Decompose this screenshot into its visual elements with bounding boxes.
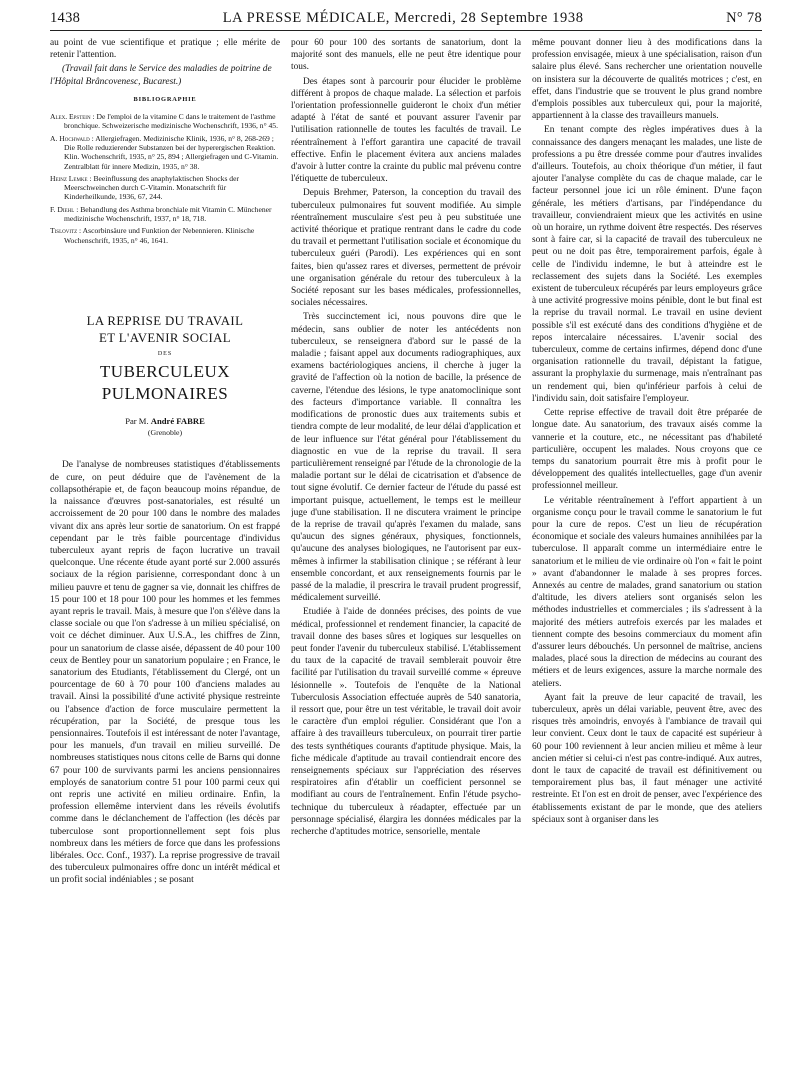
- paragraph: même pouvant donner lieu à des modifications dans la profession envisagée, mieux à une spécialisation, raison d'un salaire plus élevé. Sans rechercher une orientation nouvelle on insistera sur la découverte de qualités motrices ; c'est, en effet, dans l'industrie que se trouvent le plus grand nombre d'emplois possibles aux tuberculeux qui, pour la majorité, appartiennent à la classe des travailleurs manuels.: [532, 38, 762, 122]
- page-number: 1438: [50, 10, 81, 26]
- paragraph: De l'analyse de nombreuses statistiques d'établissements de cure, on peut déduire que de l'avènement de la collapsothérapie et, de façon beaucoup moins répandue, de la naissance d'œuvres post-sanatoriales, est résulté un accroissement de 20 pour 100 dans le nombre des malades vivant dix ans après leur sortie de sanatorium. On est frappé cependant par le très faible pourcentage d'individus tuberculeux ayant repris de façon lucrative un travail quelconque. Une récente étude ayant porté sur 2.000 assurés sociaux de la région parisienne, correspondant donc à un milieu pauvre et tenu de gagner sa vie, donnait les chiffres de 15 pour 100 et 18 pour 100 pour les hommes et les femmes ayant repris le travail. Mais, à mesure que l'on s'élève dans la classe sociale ou que l'on s'adresse à un milieu spécialisé, on voit ce déchet diminuer. Aux U.S.A., les chiffres de Zinn, pour un sanatorium de classe aisée, dépassent de 40 pour 100 ceux de Bentley pour un sanatorium populaire ; en France, le sanatorium des Etudiants, l'établissement du Clergé, ont un pourcentage de 60 à 70 pour 100 d'anciens malades au travail. Ainsi la possibilité d'une activité physique restreinte ou l'absence d'action de force musculaire permettent la récupération, par la Société, de presque tous les pensionnaires. Toutefois il est intéressant de noter l'avantage, pour les manuels, d'un travail en milieu surveillé. De nombreuses statistiques nous citons celle de Barns qui donne 67 pour 100 de survivants parmi les anciens pensionnaires employés de sanatorium contre 51 pour 100 parmi ceux qui ont repris une activité en milieu ordinaire. Enfin, la profession ellemême intervient dans les réveils évolutifs comme dans le déclanchement de l'affection (les décès par tuberculose sont proportionnellement sept fois plus nombreux dans les métiers de force que dans les professions libérales. Occ. Conf., 1937). La reprise progressive de travail des tuberculeux pulmonaires offre donc un intérêt médical et un profit social indéniables ; se posant: [50, 460, 280, 886]
- paragraph: Le véritable réentraînement à l'effort appartient à un organisme conçu pour le travail comme le sanatorium le fut pour la cure de repos. C'est un lieu de récupération économique et sociale des valeurs humaines annihilées par la tuberculose. Il apparaît comme un intermédiaire entre le sanatorium et le milieu de vie ordinaire où l'on « fait le point » avant d'abandonner le malade à ses propres forces. Annexés au centre de malades, grand sanatorium ou station d'altitude, les divers ateliers sont organisés selon les méthodes industrielles et commerciales ; ils s'adressent à la majorité des métiers autrefois exercés par les malades et tiennent compte des besoins commerciaux du moment afin d'assurer leurs débouchés. Un personnel de maîtrise, anciens malades, placé sous la direction de médecins au courant des métiers et de leurs exigences, assure la marche normale des ateliers.: [532, 495, 762, 689]
- column-1: [50, 37, 280, 1077]
- bibliography-entry: [50, 134, 280, 171]
- article-title: [50, 313, 280, 405]
- byline: [50, 415, 280, 427]
- bibliography-entry: [50, 112, 280, 131]
- paragraph: Des étapes sont à parcourir pour élucider le problème différent à propos de chaque malade. La sélection et parfois l'orientation professionnelle guideront le choix d'un métier adapté à l'état de santé et pouvant assurer l'avenir par l'utilisation rationnelle de toutes les facultés de travail. Le réentraînement à l'effort garantira une capacité de travail effective. Enfin le placement évitera aux anciens malades d'avoir à lutter contre la crainte du public mal prévenu contre l'étiquette de tuberculeux.: [291, 76, 521, 185]
- journal-title: LA PRESSE MÉDICALE, Mercredi, 28 Septembre 1938: [222, 10, 584, 26]
- paragraph: En tenant compte des règles impératives dues à la connaissance des dangers menaçant les malades, une liste de professions a pu être dressée comme pour d'autres invalides d'ailleurs. Toutefois, au choix théorique d'un métier, il faut ajouter l'analyse complète du cas de chaque malade, car le facteur personnel joue ici un rôle éminent. D'une façon générale, les métiers d'artisans, par l'indépendance du travailleur, conviendraient mieux que les activités en usine où un horaire, un rythme doivent être respectés. Des réserves sont à faire car, si la capacité de travail des tuberculeux ne peut ou ne doit pas être, temporairement parfois, égale à celle de l'individu indemne, le but à atteindre est le reclassement des sujets dans la Société. Les exemples existent de tuberculeux récupérés par leurs employeurs grâce à une activité progressive moins pénible, dont le but final est la reprise du travail normal. Le travail en usine devient possible s'il est exécuté dans des conditions d'hygiène et de repos intercalaire nécessaires. L'avenir social des tuberculeux, comme de certains infirmes, dépend donc d'une organisation rationnelle du travail, dépistant la fatigue, assurant la prophylaxie du surmenage, mais n'entraînant pas un rendement qui, bien qu'inférieur parfois à celui de l'individu sain, doit satisfaire l'employeur.: [532, 125, 762, 404]
- byline-prefix: Par M.: [125, 416, 149, 427]
- bib-author: F. Diehl: [50, 204, 75, 214]
- bib-text: : Beeinflussung des anaphylaktischen Shocks der Meerschweinchen durch C-Vitamin. Monatschrift für Kinderheilkunde, 1936, 67, 244.: [64, 173, 240, 202]
- bib-author: Heinz Lemke: [50, 173, 88, 183]
- bib-text: : De l'emploi de la vitamine C dans le traitement de l'asthme bronchique. Schweizerische medizinische Wochenschrift, 1936, n° 45.: [64, 112, 279, 131]
- running-header: [50, 10, 762, 31]
- column-2: [291, 37, 521, 1077]
- bib-text: : Ascorbinsäure und Funktion der Nebennieren. Klinische Wochenschrift, 1935, n° 46, 1641.: [64, 226, 255, 245]
- bib-author: Tislovitz: [50, 226, 78, 236]
- paragraph: pour 60 pour 100 des sortants de sanatorium, dont la majorité sont des manuels, elle ne peut être identique pour tous.: [291, 38, 521, 73]
- bib-author: A. Hochwald: [50, 133, 90, 143]
- article-title-des: DES: [157, 350, 173, 357]
- paragraph: Cette reprise effective de travail doit être préparée de longue date. Au sanatorium, des travaux aisés comme la vannerie et la couture, etc., ne nécessitant pas d'habileté particulière, occupent les malades. Nous croyons que ce temps du sanatorium pourrait être mis à profit pour le développement des qualités intellectuelles, gage d'un avenir professionnel meilleur.: [532, 408, 762, 492]
- bibliography-entry: [50, 174, 280, 202]
- paragraph: Depuis Brehmer, Paterson, la conception du travail des tuberculeux pulmonaires fut souvent modifiée. Au simple réentraînement musculaire s'est peu à peu substituée une activité théorique et pratique rentrant dans le cadre du code du travail et permettant l'utilisation sociale et économique du tuberculeux guéri (Parodi). Les expériences qui en sont faites, bien qu'assez rares et diverses, permettent de prévoir une organisation générale du retour des tuberculeux à la Société reposant sur les bases médicales, professionnelles, sociales nécessaires.: [291, 188, 521, 309]
- bib-text: : Behandlung des Asthma bronchiale mit Vitamin C. Münchener medizinische Wochenschrift, 1937, n° 18, 718.: [64, 204, 272, 223]
- paragraph: Très succinctement ici, nous pouvons dire que le médecin, sans oublier de noter les antécédents non tuberculeux, se renseignera d'abord sur le passé de la maladie ; faisant appel aux documents radiographiques, aux examens bactériologiques anciens, il cherche à juger la gravité de l'affection où la notion de bacille, la présence de caverne, l'étendue des lésions, le type anatomoclinique sont des facteurs d'importance variable. Il connaîtra les modifications de pronostic dues aux traitements subis et tiendra compte de leur modalité, de leur délai d'application et de leur influence sur l'état général pour l'établissement du diagnostic en vue de la reprise du travail. Il sera particulièrement renseigné par l'étude de la chronologie de la maladie portant sur le délai de cicatrisation et d'absence de tout signe évolutif. Ce dernier facteur de l'étude du passé est important puisque, actuellement, le temps est le meilleur juge d'une stabilisation. Il ne discutera vraiment le principe de la reprise de travail qu'après l'examen du malade, sans qu'aucun des signes généraux, physiques, fonctionnels, qu'aucune des analyses biologiques, ne l'autorisent par eux-mêmes à infirmer la stabilisation clinique ; se référant à leur ensemble concordant, et aux renseignements fournis par le passé de la maladie, il prescrira le travail prudent progressif, médicalement surveillé.: [291, 312, 521, 604]
- column-3: [532, 37, 762, 1077]
- article-title-line-2: ET L'AVENIR SOCIAL: [98, 330, 232, 345]
- issue-number: N° 78: [726, 10, 762, 26]
- article-title-line-3: TUBERCULEUX PULMONAIRES: [99, 362, 231, 404]
- text-columns: [50, 37, 762, 1077]
- author-name: André FABRE: [150, 416, 205, 427]
- bibliography-entry: [50, 226, 280, 245]
- bibliography-entry: [50, 205, 280, 224]
- bibliography-heading: BIBLIOGRAPHIE: [133, 95, 197, 103]
- article-title-line-1: LA REPRISE DU TRAVAIL: [86, 313, 244, 328]
- author-affiliation: (Grenoble): [147, 428, 183, 438]
- paragraph: Ayant fait la preuve de leur capacité de travail, les tuberculeux, après un délai variable, peuvent être, avec des risques très amoindris, envoyés à l'ambiance de travail qui leur convient. Ceux dont le taux de capacité est supérieur à 60 pour 100 reviennent à leur ancien milieu et même à leur ancien métier si celui-ci n'est pas contre-indiqué. Aux autres, dont le taux de capacité de travail est définitivement ou temporairement plus bas, il faut ménager une activité restreinte. Et l'on est en droit de penser, avec l'expérience des établissements existant de par le monde, que des ateliers spéciaux sont à organiser dans les: [532, 692, 762, 825]
- paragraph: au point de vue scientifique et pratique ; elle mérite de retenir l'attention.: [50, 38, 280, 61]
- bib-text: : Allergiefragen. Medizinische Klinik, 1936, n° 8, 268-269 ; Die Rolle reduzierender Substanzen bei der hyperergischen Reaktion. Klin. Wochenschrift, 1935, n° 25, 894 ; Allergiefragen und C-Vitamin. Zentralblatt für innere Medizin, 1935, n° 38.: [64, 133, 279, 171]
- bib-author: Alex. Epstein: [50, 112, 91, 122]
- credit-note: (Travail fait dans le Service des maladies de poitrine de l'Hôpital Brâncovenesc, Bucarest.): [50, 64, 272, 87]
- paragraph: Etudiée à l'aide de données précises, des points de vue médical, professionnel et rendement financier, la capacité de travail donne des bases sûres et logiques sur lesquelles on peut fonder l'avenir du tuberculeux stabilisé. L'établissement du taux de la capacité de travail semblerait pouvoir être facilité par l'utilisation du travail surveillé comme « épreuve lésionnelle ». Toutefois de l'enquête de la National Tuberculosis Association effectuée auprès de 540 sanatoria, il ressort que, pour être un test véritable, le travail doit avoir le caractère d'un emploi régulier. Considérant que l'on a affaire à des travailleurs tuberculeux, on pourrait tirer partie des tests synthétiques courants d'aptitude physique. Mais, la fiche médicale d'aptitude au travail contiendrait encore des renseignements spéciaux sur l'appréciation des réserves respiratoires afin d'établir un coefficient personnel se modifiant au cours de l'entraînement. Enfin l'étude psycho-technique du tuberculeux à réadapter, effectuée par un personnage spécialisé, élargira les données médicales par la recherche d'aptitudes motrice, sensorielle, mentale: [291, 607, 521, 837]
